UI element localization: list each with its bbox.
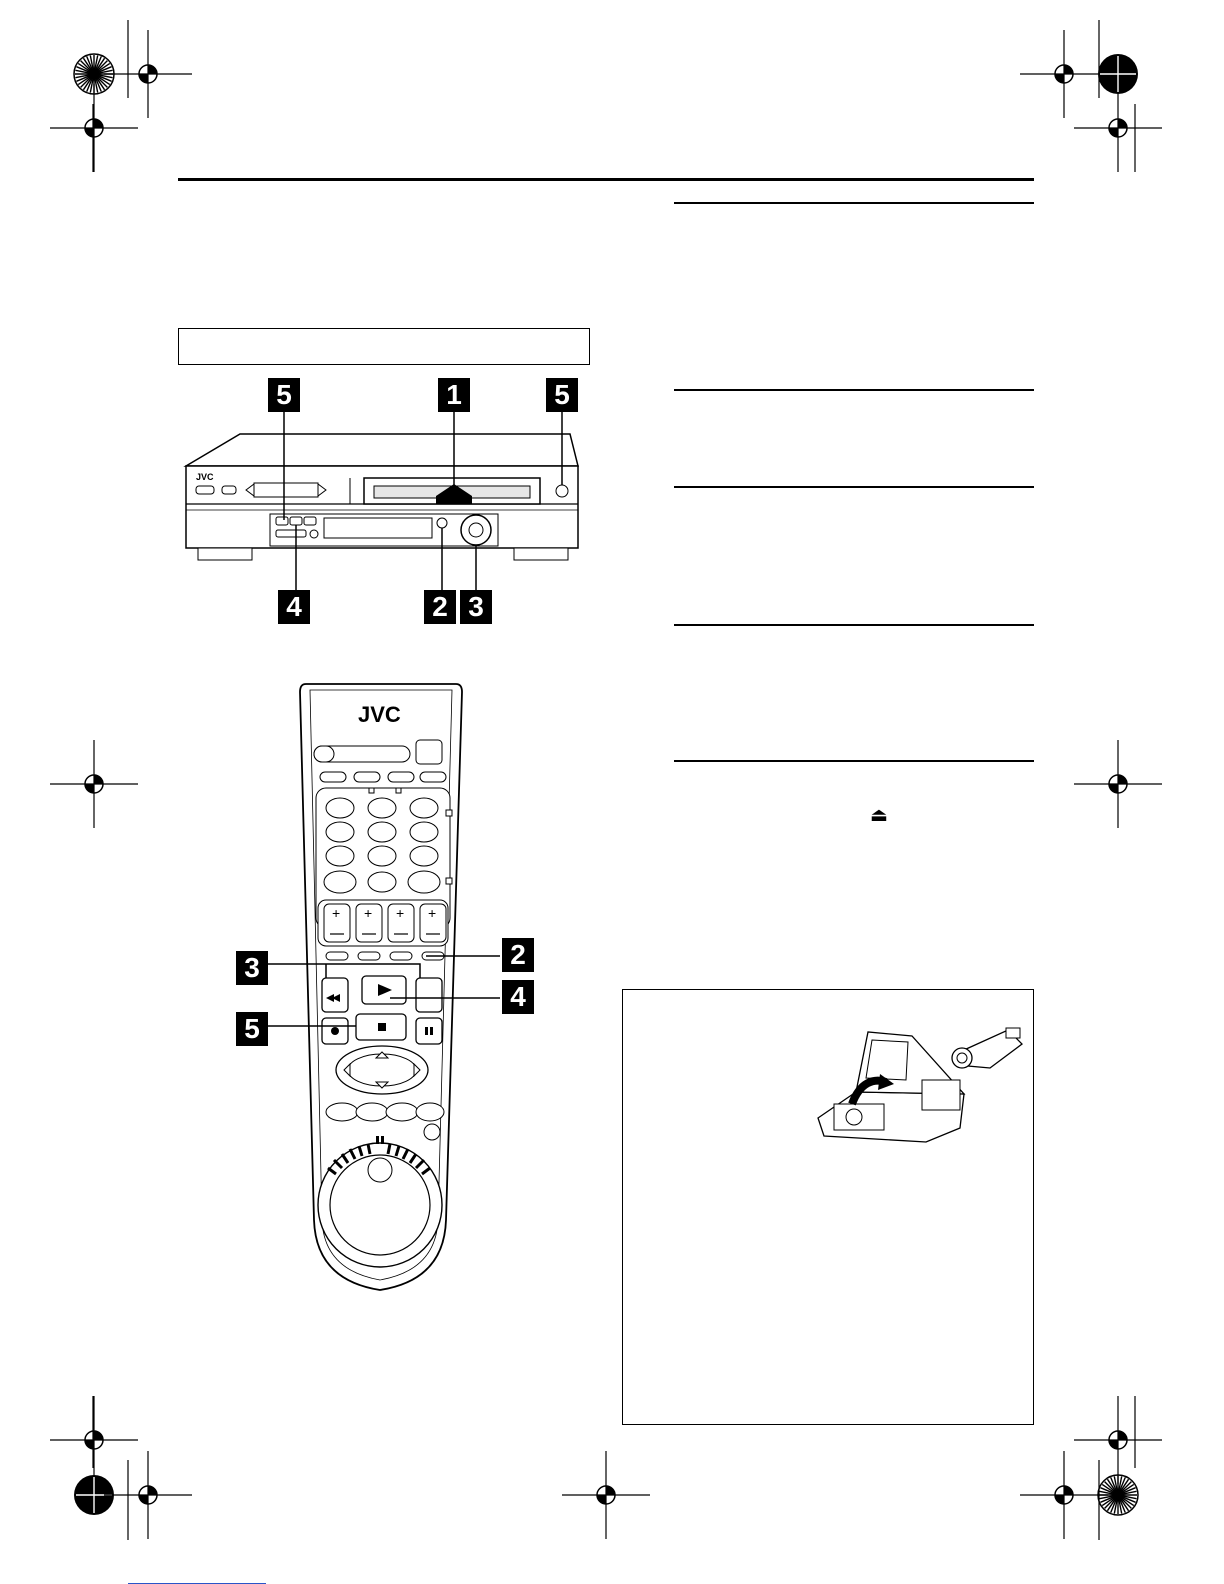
remote-callout-4: 4 <box>502 980 534 1014</box>
header-rule <box>178 178 1034 181</box>
deck-callout-1: 1 <box>438 378 470 412</box>
remote-callout-5: 5 <box>236 1012 268 1046</box>
remote-callout-2: 2 <box>502 938 534 972</box>
vcr-deck-illustration <box>178 380 598 620</box>
deck-callout-2: 2 <box>424 590 456 624</box>
deck-callout-3: 3 <box>460 590 492 624</box>
remote-brand: JVC <box>358 702 401 727</box>
eject-icon: ⏏ <box>870 805 888 826</box>
deck-callout-5-right: 5 <box>546 378 578 412</box>
deck-callout-4: 4 <box>278 590 310 624</box>
record-icon <box>331 1027 339 1035</box>
stop-icon <box>378 1023 386 1031</box>
svg-text:+: + <box>364 905 373 921</box>
deck-callout-5-left: 5 <box>268 378 300 412</box>
cassette-adapter-illustration <box>814 1022 1026 1144</box>
pause-icon <box>425 1027 428 1035</box>
svg-text:+: + <box>428 905 437 921</box>
right-rule-2 <box>674 389 1034 391</box>
right-rule-4 <box>674 624 1034 626</box>
right-rule-1 <box>674 202 1034 204</box>
svg-text:+: + <box>396 905 405 921</box>
svg-text:+: + <box>332 905 341 921</box>
deck-brand: JVC <box>196 472 214 482</box>
section-heading-box <box>178 328 590 365</box>
right-rule-3 <box>674 486 1034 488</box>
remote-callout-3: 3 <box>236 951 268 985</box>
right-rule-5 <box>674 760 1034 762</box>
